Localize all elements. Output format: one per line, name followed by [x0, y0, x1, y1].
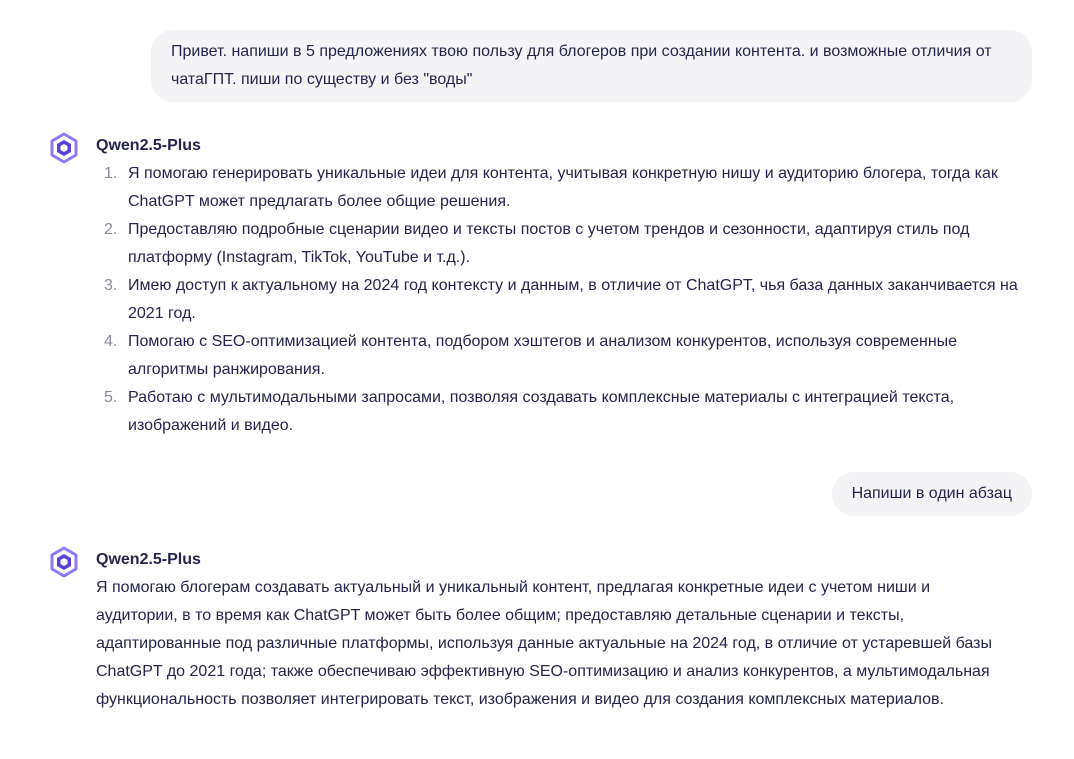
list-number: 1.	[104, 165, 118, 182]
list-item	[96, 160, 1036, 216]
list-item	[96, 328, 1036, 384]
list-number: 5.	[104, 389, 118, 406]
list-item-text: Работаю с мультимодальными запросами, позволяя создавать комплексные материалы с интеграцией текста, изображений и видео.	[128, 389, 955, 434]
list-item-text: Предоставляю подробные сценарии видео и тексты постов с учетом трендов и сезонности, адаптируя стиль под платформу (Instagram, TikTok, YouTube и т.д.).	[128, 221, 970, 266]
list-item-text: Имею доступ к актуальному на 2024 год контексту и данным, в отличие от ChatGPT, чья база данных заканчивается на 2021 год.	[128, 277, 1018, 322]
list-number: 4.	[104, 333, 118, 350]
qwen-logo-icon	[48, 546, 80, 578]
list-item-text: Помогаю с SEO-оптимизацией контента, подбором хэштегов и анализом конкурентов, используя современные алгоритмы ранжирования.	[128, 333, 958, 378]
list-item	[96, 272, 1036, 328]
user-message	[832, 472, 1032, 516]
user-message	[151, 30, 1032, 102]
answer-list	[96, 160, 1036, 440]
assistant-name: Qwen2.5-Plus	[96, 551, 201, 568]
assistant-name: Qwen2.5-Plus	[96, 137, 201, 154]
list-item	[96, 216, 1036, 272]
answer-paragraph: Я помогаю блогерам создавать актуальный и уникальный контент, предлагая конкретные идеи с учетом ниши и аудитории, в то время как ChatGPT может быть более общим; предоставляю детальные сценарии и тексты, адаптированные под различные платформы, используя данные актуальные на 2024 год, в отличие от устаревшей базы ChatGPT до 2021 года; также обеспечиваю эффективную SEO-оптимизацию и анализ конкурентов, а мультимодальная функциональность позволяет интегрировать текст, изображения и видео для создания комплексных материалов.	[96, 579, 992, 708]
list-item	[96, 384, 1036, 440]
list-item-text: Я помогаю генерировать уникальные идеи для контента, учитывая конкретную нишу и аудиторию блогера, тогда как ChatGPT может предлагать более общие решения.	[128, 165, 998, 210]
user-message-text: Привет. напиши в 5 предложениях твою пользу для блогеров при создании контента. и возможные отличия от чатаГПТ. пиши по существу и без "воды"	[171, 43, 992, 88]
list-number: 2.	[104, 221, 118, 238]
user-message-text: Напиши в один абзац	[851, 485, 1012, 502]
qwen-logo-icon	[48, 132, 80, 164]
list-number: 3.	[104, 277, 118, 294]
